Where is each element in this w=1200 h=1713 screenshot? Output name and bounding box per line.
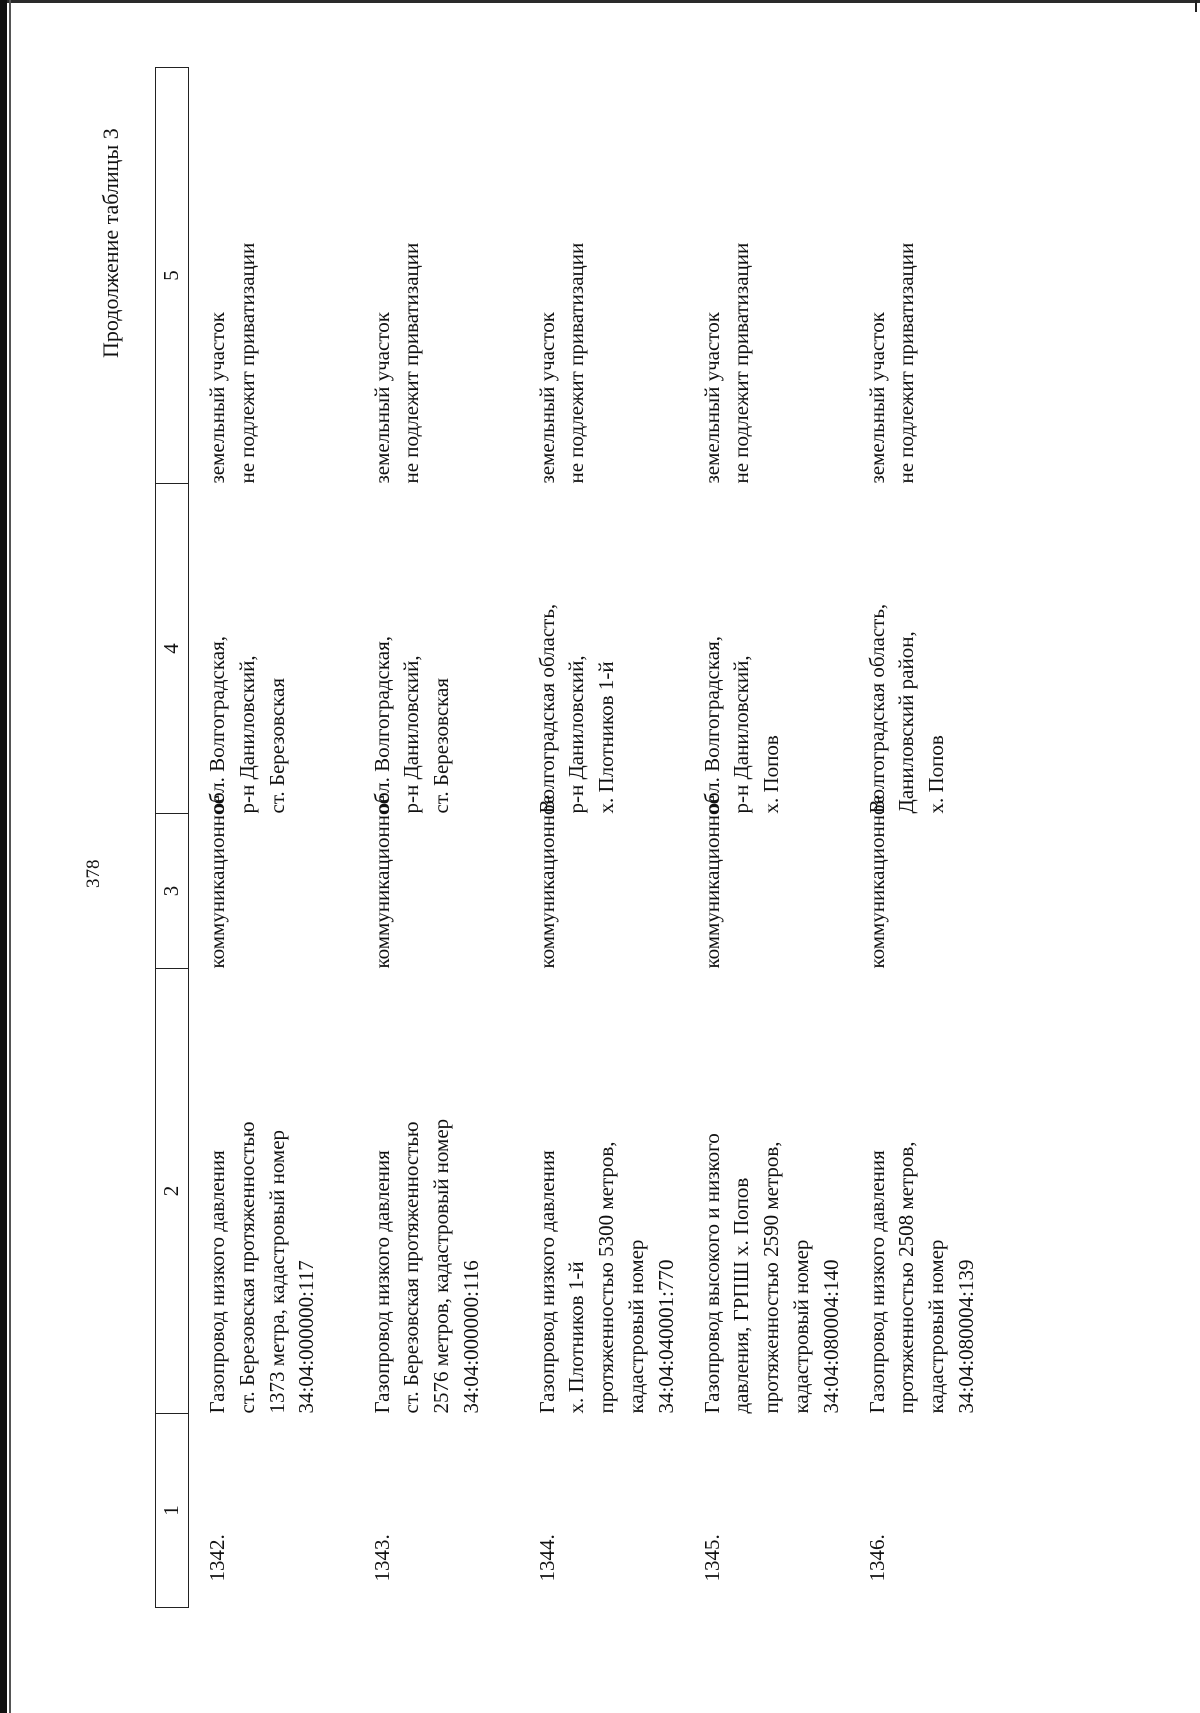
column-header-1: 1 [156,1414,189,1608]
cell-location [849,484,1014,814]
cell-note [849,68,1014,484]
description-line: давления, ГРПШ х. Попов [729,1177,754,1414]
cell-purpose [849,794,1014,969]
note-line: земельный участок [534,312,559,484]
note-line: не подлежит приватизации [399,242,424,484]
column-header-5: 5 [156,68,189,484]
cell-number [849,1414,1014,1608]
location-line: х. Попов [759,735,784,814]
row-number: 1344. [534,1534,559,1582]
purpose-text: коммуникационное [205,794,229,969]
location-line: р-н Даниловский, [234,655,259,814]
column-header-4: 4 [156,484,189,814]
cell-note [519,68,684,484]
location-line: р-н Даниловский, [564,655,589,814]
row-number: 1346. [864,1534,889,1582]
note-line: земельный участок [205,312,229,484]
cell-purpose [684,794,849,969]
location-line: х. Попов [924,735,949,814]
description-line: ст. Березовская протяженностью [234,1121,259,1414]
table-row [519,68,684,1608]
cell-description [684,969,849,1414]
table-header-row [156,68,189,1608]
location-line: Волгоградская область, [534,603,559,814]
description-line: Газопровод низкого давления [864,1150,889,1414]
location-line: ст. Березовская [429,677,454,814]
description-line: Газопровод низкого давления [369,1150,394,1414]
location-line: обл. Волгоградская, [205,636,229,814]
location-line: ст. Березовская [264,677,289,814]
property-table [155,67,1014,1608]
purpose-text: коммуникационное [369,794,394,969]
page-number: 378 [83,859,104,888]
description-line: кадастровый номер [788,1239,813,1414]
description-line: 34:04:000000:116 [458,1260,483,1414]
description-line: кадастровый номер [623,1239,648,1414]
table-row [189,68,354,1608]
cell-note [684,68,849,484]
cell-description [849,969,1014,1414]
column-header-2: 2 [156,969,189,1414]
note-line: не подлежит приватизации [894,242,919,484]
cell-purpose [189,794,354,969]
note-line: земельный участок [699,312,724,484]
cell-purpose [519,794,684,969]
cell-description [519,969,684,1414]
location-line: р-н Даниловский, [399,655,424,814]
note-line: земельный участок [369,312,394,484]
note-line: не подлежит приватизации [729,242,754,484]
cell-purpose [354,794,519,969]
description-line: 34:04:000000:117 [294,1260,319,1414]
table-continuation-label: Продолжение таблицы 3 [98,128,123,358]
table-row [849,68,1014,1608]
cell-location [519,484,684,814]
description-line: Газопровод низкого давления [534,1150,559,1414]
description-line: протяженностью 2508 метров, [894,1141,919,1414]
cell-description [189,969,354,1414]
table-row [354,68,519,1608]
description-line: 34:04:080004:140 [818,1259,843,1414]
purpose-text: коммуникационное [699,794,724,969]
location-line: Даниловский район, [894,631,919,814]
cell-location [189,484,354,814]
note-line: земельный участок [864,312,889,484]
purpose-text: коммуникационное [864,794,889,969]
cell-number [684,1414,849,1608]
description-line: 2576 метров, кадастровый номер [429,1118,454,1414]
table-body [189,68,1014,1608]
purpose-text: коммуникационное [534,794,559,969]
cell-note [354,68,519,484]
cell-number [354,1414,519,1608]
description-line: 34:04:080004:139 [953,1259,978,1414]
location-line: х. Плотников 1-й [594,661,619,814]
cell-note [189,68,354,484]
location-line: р-н Даниловский, [729,655,754,814]
cell-description [354,969,519,1414]
row-number: 1345. [699,1534,724,1582]
row-number: 1343. [369,1534,394,1582]
location-line: Волгоградская область, [864,603,889,814]
cell-number [519,1414,684,1608]
note-line: не подлежит приватизации [234,242,259,484]
description-line: Газопровод низкого давления [205,1150,229,1414]
cell-location [354,484,519,814]
note-line: не подлежит приватизации [564,242,589,484]
row-number: 1342. [205,1534,229,1582]
description-line: Газопровод высокого и низкого [699,1133,724,1414]
cell-number [189,1414,354,1608]
column-header-3: 3 [156,814,189,969]
description-line: ст. Березовская протяженностью [399,1121,424,1414]
description-line: протяженностью 5300 метров, [594,1141,619,1414]
description-line: 1373 метра, кадастровый номер [264,1129,289,1414]
location-line: обл. Волгоградская, [369,636,394,814]
location-line: обл. Волгоградская, [699,636,724,814]
description-line: 34:04:040001:770 [653,1259,678,1414]
description-line: х. Плотников 1-й [564,1261,589,1414]
table-row [684,68,849,1608]
cell-location [684,484,849,814]
description-line: протяженностью 2590 метров, [759,1141,784,1414]
description-line: кадастровый номер [924,1239,949,1414]
